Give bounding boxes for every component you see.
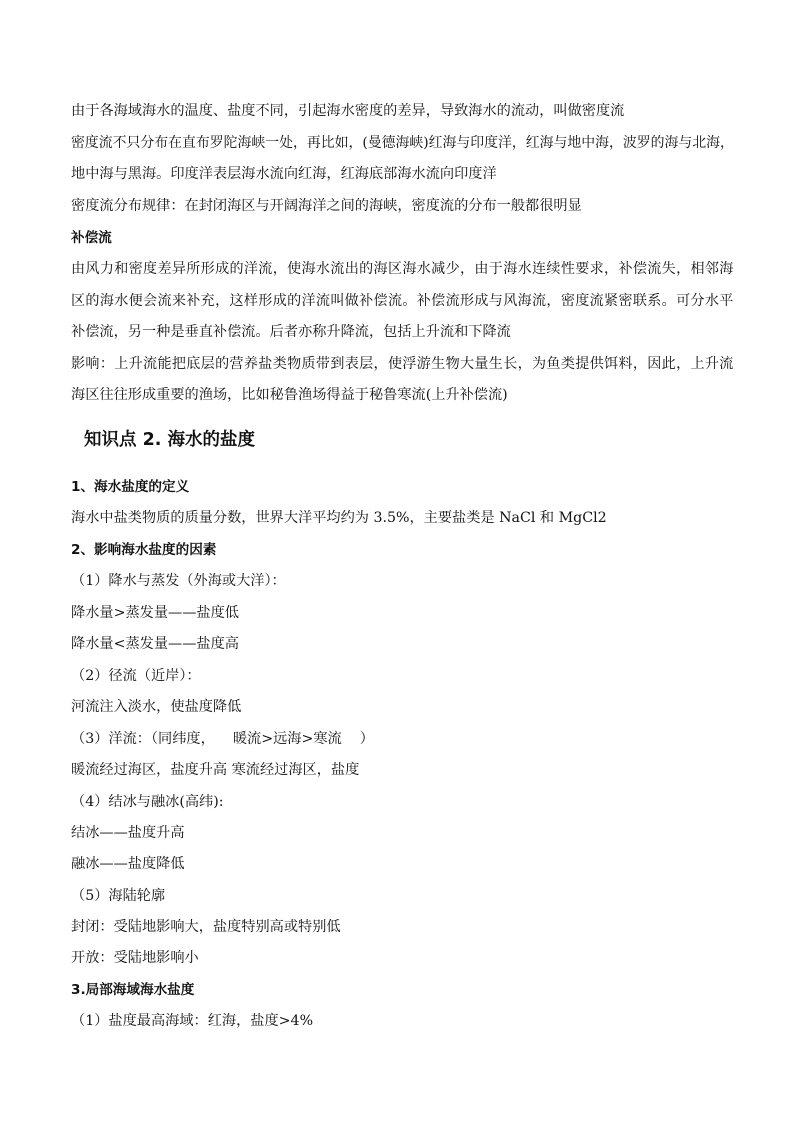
factor-4-title: （4）结冰与融冰(高纬): [71,794,224,810]
local-salinity-line-1: （1）盐度最高海域：红海，盐度>4% [71,1013,314,1029]
factor-1-line-b: 降水量<蒸发量——盐度高 [71,636,239,652]
factor-5-line-b: 开放：受陆地影响小 [71,950,199,966]
factor-2-line-a: 河流注入淡水，使盐度降低 [71,699,242,715]
density-rule: 密度流分布规律：在封闭海区与开阔海洋之间的海峡，密度流的分布一般都很明显 [71,198,582,214]
factor-5-line-a: 封闭：受陆地影响大，盐度特别高或特别低 [71,919,341,935]
density-definition: 由于各海域海水的温度、盐度不同，引起海水密度的差异，导致海水的流动，叫做密度流 [71,103,625,119]
compensation-heading: 补偿流 [71,230,112,246]
factor-2-title: （2）径流（近岸）： [71,668,201,684]
factor-3-title: （3）洋流：（同纬度， 暖流>远海>寒流 ） [71,731,374,747]
compensation-text-line2: 区的海水便会流来补充，这样形成的洋流叫做补偿流。补偿流形成与风海流，密度流紧密联系。可分水平 [71,293,734,309]
local-salinity-heading: 3.局部海域海水盐度 [71,982,195,998]
factor-3-line-a: 暖流经过海区，盐度升高 寒流经过海区，盐度 [71,762,360,778]
salinity-definition-text: 海水中盐类物质的质量分数，世界大洋平均约为 3.5%，主要盐类是 NaCl 和 MgCl2 [71,510,607,526]
compensation-text-line1: 由风力和密度差异所形成的洋流，使海水流出的海区海水减少，由于海水连续性要求，补偿流失，相邻海 [71,261,734,277]
factor-4-line-a: 结冰——盐度升高 [71,825,185,841]
compensation-effect-line2: 海区往往形成重要的渔场，比如秘鲁渔场得益于秘鲁寒流(上升补偿流) [71,387,508,403]
factor-4-line-b: 融冰——盐度降低 [71,856,185,872]
salinity-definition-heading: 1、海水盐度的定义 [71,479,190,495]
compensation-text-line3: 补偿流，另一种是垂直补偿流。后者亦称升降流，包括上升流和下降流 [71,324,511,340]
compensation-effect-line1: 影响：上升流能把底层的营养盐类物质带到表层，使浮游生物大量生长，为鱼类提供饵料，因此，上升流 [71,356,734,372]
factor-1-line-a: 降水量>蒸发量——盐度低 [71,605,239,621]
density-distribution-line1: 密度流不只分布在直布罗陀海峡一处，再比如，(曼德海峡)红海与印度洋，红海与地中海，波罗的海与北海， [71,135,734,151]
section-title: 知识点 2. 海水的盐度 [84,430,256,450]
density-distribution-line2: 地中海与黑海。印度洋表层海水流向红海，红海底部海水流向印度洋 [71,166,497,182]
factor-5-title: （5）海陆轮廓 [71,888,166,904]
factor-1-title: （1）降水与蒸发（外海或大洋）： [71,573,286,589]
salinity-factors-heading: 2、影响海水盐度的因素 [71,542,217,558]
